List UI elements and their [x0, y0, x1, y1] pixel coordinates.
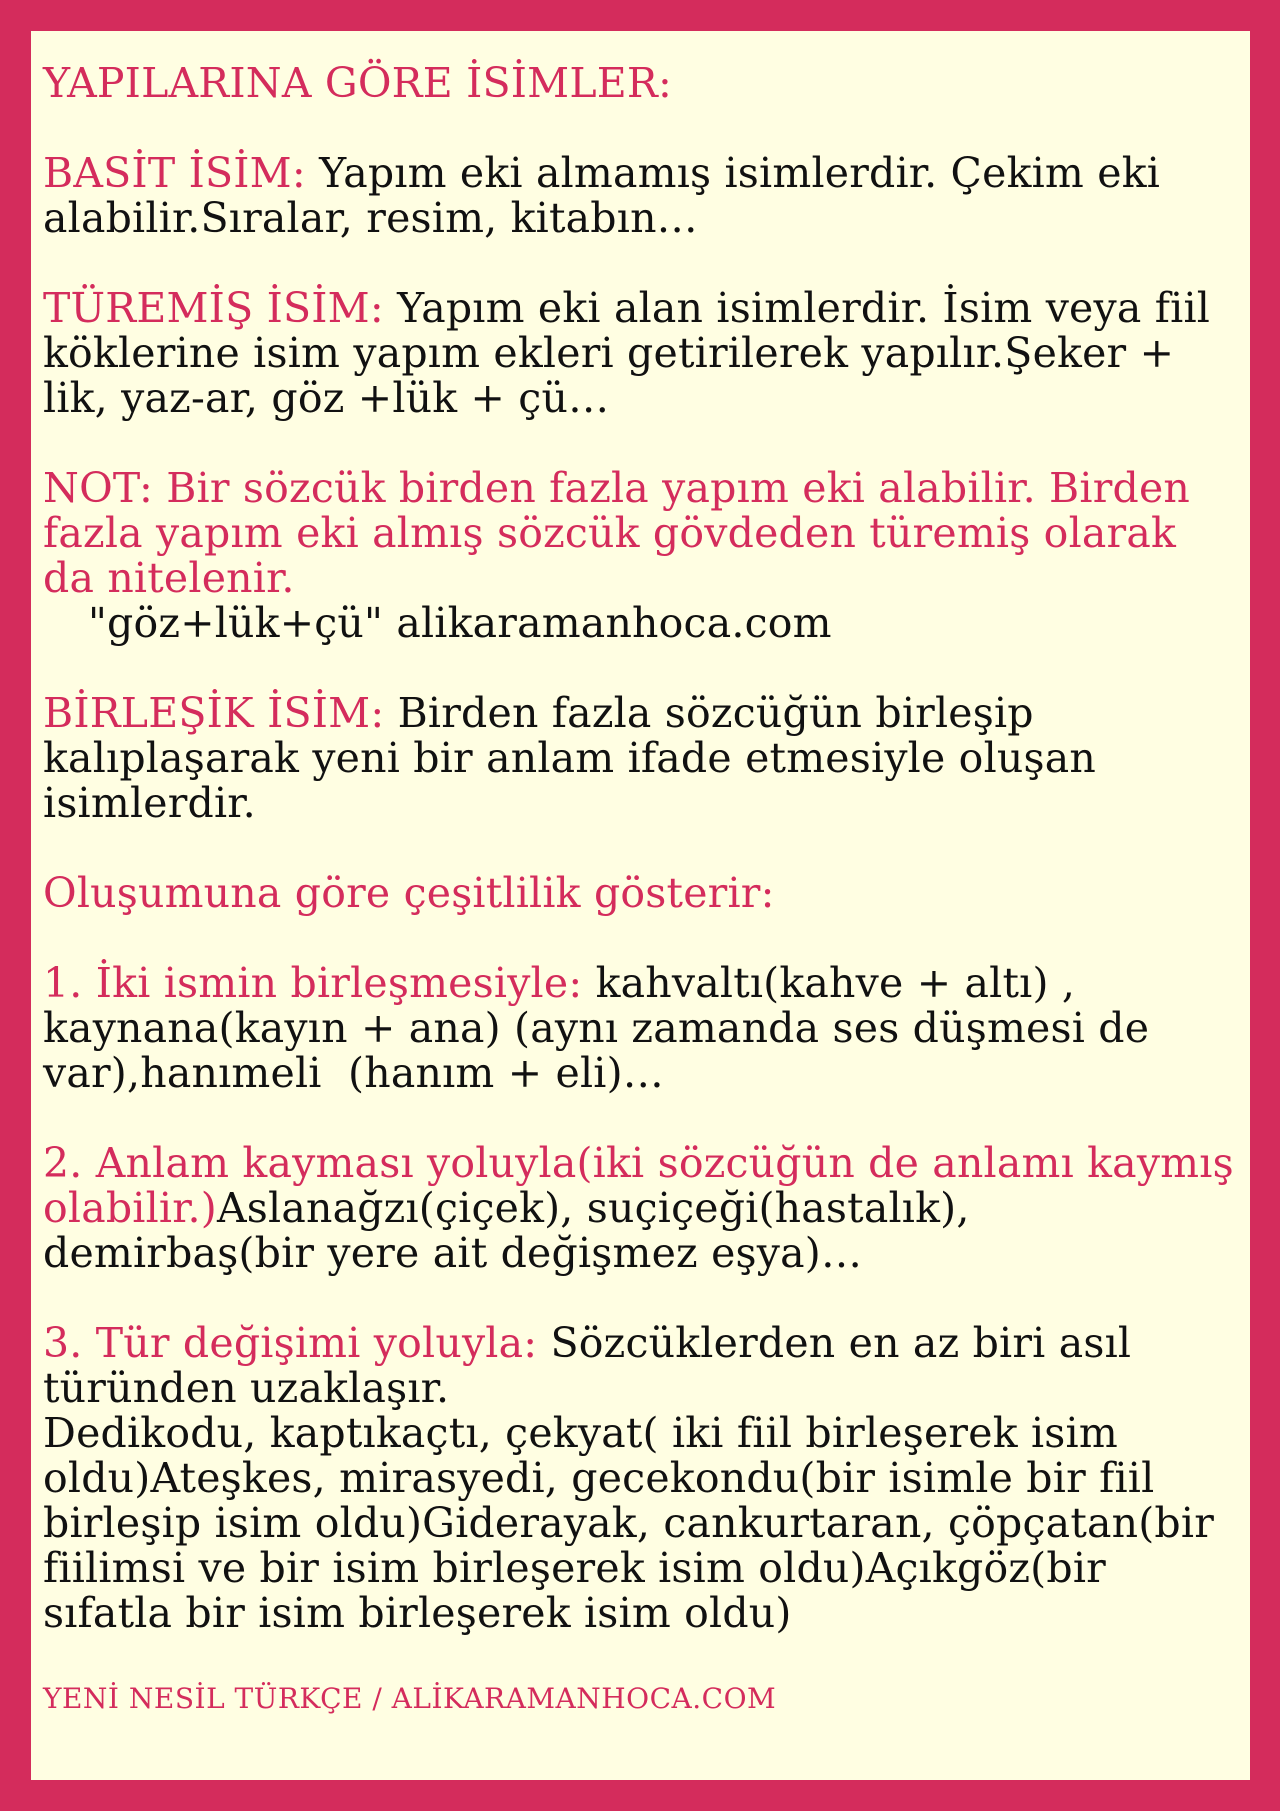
not-paragraph [43, 466, 1240, 646]
content-card [31, 31, 1250, 1780]
item-3-text: Sözcüklerden en az biri asıl türünden uzaklaşır. [43, 1319, 1145, 1412]
turemis-isim-label: TÜREMİŞ İSİM: [43, 284, 384, 332]
item-3-label: 3. Tür değişimi yoluyla: [43, 1319, 538, 1367]
birlesik-isim-label: BİRLEŞİK İSİM: [43, 689, 385, 737]
birlesik-isim-text: Birden fazla sözcüğün birleşip kalıplaşarak yeni bir anlam ifade etmesiyle oluşan isimlerdir. [43, 689, 1110, 827]
turemis-isim-text: Yapım eki alan isimlerdir. İsim veya fiil köklerine isim yapım ekleri getirilerek yapılır.Şeker + lik, yaz-ar, göz +lük + çü… [43, 284, 1224, 422]
basit-isim-text: Yapım eki almamış isimlerdir. Çekim eki alabilir.Sıralar, resim, kitabın… [43, 149, 1174, 242]
item-2-label: 2. Anlam kayması yoluyla(iki sözcüğün de anlamı kaymış olabilir.) [43, 1139, 1248, 1232]
turemis-isim-paragraph [43, 286, 1240, 421]
birlesik-isim-paragraph [43, 691, 1240, 826]
not-text: NOT: Bir sözcük birden fazla yapım eki alabilir. Birden fazla yapım eki almış sözcük gövdeden türemiş olarak da nitelenir. [43, 464, 1204, 602]
olusum-heading: Oluşumuna göre çeşitlilik gösterir: [43, 869, 775, 917]
basit-isim-paragraph [43, 151, 1240, 241]
footer-credit: YENİ NESİL TÜRKÇE / ALİKARAMANHOCA.COM [43, 1682, 777, 1715]
item-1-label: 1. İki ismin birleşmesiyle: [43, 959, 583, 1007]
item-1-text: kahvaltı(kahve + altı) , kaynana(kayın + ana) (aynı zamanda ses düşmesi de var),hanımeli (hanım + eli)… [43, 959, 1163, 1097]
page-title: YAPILARINA GÖRE İSİMLER: [43, 59, 672, 107]
item-3-examples: Dedikodu, kaptıkaçtı, çekyat( iki fiil birleşerek isim oldu)Ateşkes, mirasyedi, gecekondu(bir isimle bir fiil birleşip isim oldu)Giderayak, cankurtaran, çöpçatan(bir fiilimsi ve bir isim birleşerek isim oldu)Açıkgöz(bir sıfatla bir isim birleşerek isim oldu) [43, 1409, 1228, 1637]
basit-isim-label: BASİT İSİM: [43, 149, 306, 197]
item-1-paragraph [43, 961, 1240, 1096]
item-3-paragraph [43, 1321, 1240, 1636]
not-example: "göz+lük+çü" alikaramanhoca.com [88, 599, 832, 647]
item-2-text: Aslanağzı(çiçek), suçiçeği(hastalık), demirbaş(bir yere ait değişmez eşya)… [43, 1184, 983, 1277]
item-2-paragraph [43, 1139, 1248, 1277]
